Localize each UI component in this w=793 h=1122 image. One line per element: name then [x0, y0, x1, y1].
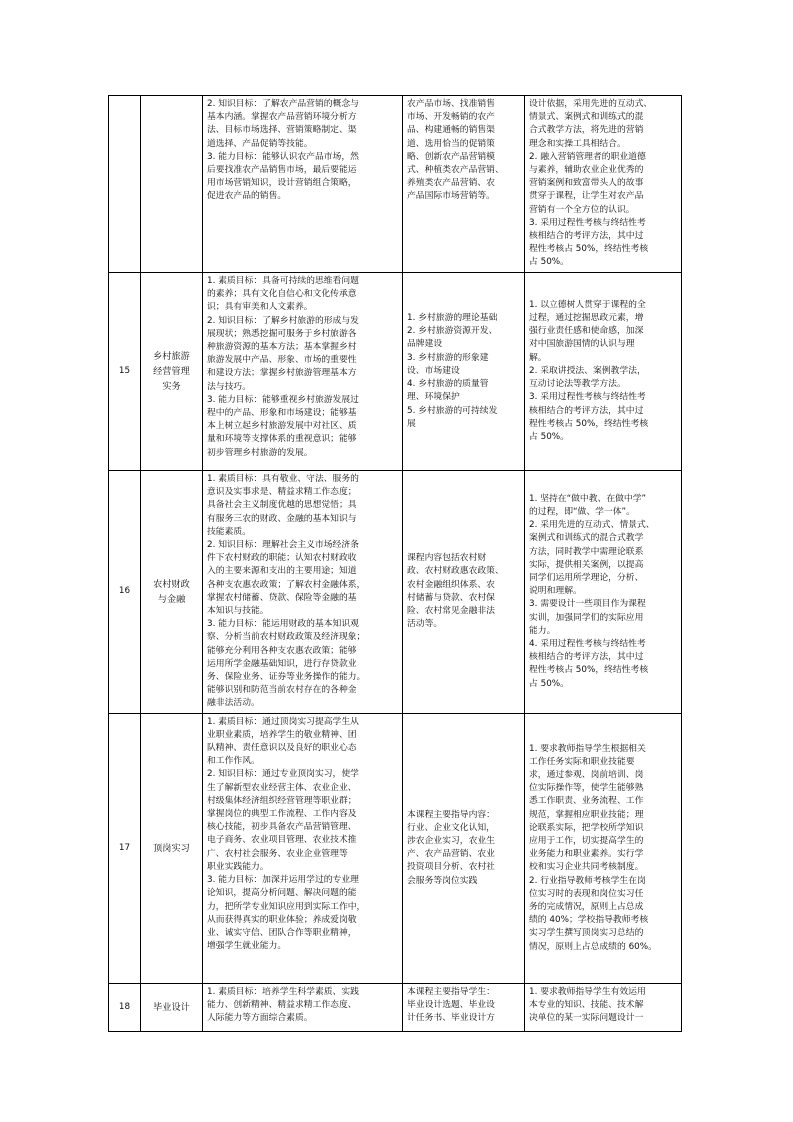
text-line: 和工作作风。 [207, 756, 260, 767]
text-line: 力，把所学专业知识应用到实际工作中， [207, 901, 366, 912]
text-line: 增强学生就业能力。 [207, 941, 287, 952]
text-line: 贯穿于课程，让学生对农产品 [529, 191, 644, 202]
text-line: 从而获得真实的职业体验；养成爱岗敬 [207, 914, 357, 925]
text-line: 悉工作职责、业务流程、工作 [529, 796, 644, 807]
text-line: 毕业设计 [153, 1001, 190, 1013]
text-line: 3. 能力目标：加深并运用学过的专业理 [207, 875, 359, 886]
text-line: 2. 乡村旅游资源开发、 [407, 326, 498, 337]
text-line: 实务 [162, 381, 181, 392]
course-name [141, 96, 203, 273]
text-line: 能够识别和防范当前农村存在的各种金 [207, 685, 357, 696]
text-line: 2. 知识目标：通过专业顶岗实习，使学 [207, 769, 359, 780]
text-line: 2. 知识目标：了解乡村旅游的形成与发 [207, 315, 359, 326]
text-line: 旅游发展中产品、形象、市场的重要性 [207, 355, 357, 366]
text-line: 2. 融入营销管理者的职业道德 [529, 151, 646, 162]
text-line: 本上树立起乡村旅游发展中对社区、质 [207, 421, 357, 432]
text-line: 件下农村财政的职能；认知农村财政收 [207, 553, 357, 564]
text-line: 实训，加强同学们的实际应用 [529, 612, 644, 623]
text-line: 产、农产品营销、农业 [407, 849, 495, 860]
text-line: 运用所学金融基础知识，进行存贷款业 [207, 658, 357, 669]
text-line: 投资项目分析、农村社 [407, 862, 495, 873]
text-line: 乡村旅游 [153, 351, 190, 362]
course-number: 17 [109, 713, 141, 983]
text-line: 本知识与技能。 [207, 606, 269, 617]
text-line: 理、环境保护 [407, 392, 460, 403]
course-number [109, 96, 141, 273]
course-content [403, 713, 525, 983]
text-line: 占 50%。 [529, 678, 569, 689]
text-line: 2. 行业指导教师考核学生在岗 [529, 875, 646, 886]
text-line: 能够充分利用各种支农惠农政策；能够 [207, 645, 357, 656]
text-line: 实际，提供相关案例，以提高 [529, 559, 644, 570]
text-line: 绩的 40%；学校指导教师考核 [529, 915, 649, 926]
text-line: 融非法活动。 [207, 698, 260, 709]
text-line: 掌握岗位的典型工作流程、工作内容及 [207, 809, 357, 820]
text-line: 校和实习企业共同考核制度。 [529, 862, 644, 873]
text-line: 能力。 [529, 625, 556, 636]
text-line: 3. 能力目标：能够重视乡村旅游发展过 [207, 394, 359, 405]
text-line: 初步管理乡村旅游的发展。 [207, 447, 313, 458]
text-line: 合式教学方法，将先进的营销 [529, 125, 644, 136]
text-line: 涉农企业实习，农业生 [407, 835, 495, 846]
text-line: 的过程，即“做、学一体”。 [529, 507, 635, 517]
text-line: 法、目标市场选择、营销策略制定、渠 [207, 125, 357, 136]
text-line: 求，通过参观、岗前培训、岗 [529, 769, 644, 780]
text-line: 2. 知识目标：理解社会主义市场经济条 [207, 540, 359, 551]
text-line: 说明和理解。 [529, 586, 582, 597]
text-line: 3. 乡村旅游的形象建 [407, 352, 489, 363]
text-line: 本课程主要指导学生： [407, 986, 495, 997]
text-line: 掌握农村储蓄、贷款、保险等金融的基 [207, 592, 357, 603]
text-line: 本专业的知识、技能、技术解 [529, 999, 644, 1010]
text-line: 核相结合的考评方法，其中过 [529, 405, 644, 416]
text-line: 村级集体经济组织经营管理等职业群； [207, 795, 357, 806]
text-line: 品、构建通畅的销售渠 [407, 125, 495, 136]
text-line: 程性考核占 50%，终结性考核 [529, 244, 649, 255]
text-line: 1. 以立德树人贯穿于课程的全 [529, 299, 646, 310]
text-line: 1. 素质目标：具有敬业、守法、服务的 [207, 474, 359, 484]
course-goals [203, 471, 403, 714]
text-line: 规范，掌握相应职业技能；理 [529, 809, 644, 820]
text-line: 与素养，辅助农业企业优秀的 [529, 165, 644, 176]
text-line: 1. 坚持在“做中教、在做中学” [529, 493, 647, 504]
course-table-body [109, 96, 682, 1032]
text-line: 对中国旅游国情的认识与理 [529, 339, 635, 350]
text-line: 核心技能，初步具备农产品营销管理、 [207, 822, 357, 833]
text-line: 入的主要来源和支出的主要用途；知道 [207, 566, 357, 577]
text-line: 1. 乡村旅游的理论基础 [407, 313, 498, 324]
text-line: 设计依据，采用先进的互动式、 [529, 99, 653, 109]
table-row [109, 471, 682, 714]
course-goals [203, 983, 403, 1031]
text-line: 各种支农惠农政策；了解农村金融体系， [207, 579, 366, 590]
text-line: 产品国际市场营销等。 [407, 191, 495, 202]
text-line: 营销有一个全方位的认识。 [529, 204, 635, 215]
text-line: 论知识，提高分析问题、解决问题的能 [207, 888, 357, 899]
text-line: 实习学生撰写顶岗实习总结的 [529, 928, 644, 939]
text-line: 1. 要求教师指导学生有效运用 [529, 986, 646, 997]
text-line: 的素养；具有文化自信心和文化传承意 [207, 289, 357, 300]
text-line: 过程，通过挖掘思政元素，增 [529, 313, 644, 324]
text-line: 5. 乡村旅游的可持续发 [407, 405, 498, 416]
text-line: 决单位的某一实际问题设计一 [529, 1013, 644, 1024]
text-line: 量和环境等支撑体系的重视意识；能够 [207, 434, 357, 445]
text-line: 设、市场建设 [407, 365, 460, 376]
text-line: 有服务三农的财政、金融的基本知识与 [207, 513, 357, 524]
course-table [108, 95, 682, 1032]
text-line: 强行业责任感和使命感，加深 [529, 326, 644, 337]
text-line: 略、创新农产品营销模 [407, 151, 495, 162]
text-line: 同学们运用所学理论，分析、 [529, 573, 644, 584]
text-line: 农产品市场、找准销售 [407, 99, 495, 109]
text-line: 1. 要求教师指导学生根据相关 [529, 743, 646, 754]
text-line: 程性考核占 50%，终结性考核 [529, 665, 649, 676]
text-line: 案例式和训练式的混合式教学 [529, 533, 644, 544]
text-line: 能力、创新精神、精益求精工作态度、 [207, 999, 357, 1010]
text-line: 生了解新型农业经营主体、农业企业、 [207, 782, 357, 793]
text-line: 3. 能力目标：能运用财政的基本知识观 [207, 619, 359, 630]
teaching-requirements [525, 471, 682, 714]
text-line: 课程内容包括农村财 [407, 553, 487, 564]
text-line: 3. 需要设计一些项目作为课程 [529, 599, 646, 610]
course-content [403, 983, 525, 1031]
text-line: 位实习时的表现和岗位实习任 [529, 888, 644, 899]
text-line: 核相结合的考评方法，其中过 [529, 231, 644, 242]
text-line: 务的完成情况，原则上占总成 [529, 901, 644, 912]
text-line: 人际能力等方面综合素质。 [207, 1013, 313, 1024]
text-line: 与金融 [157, 593, 186, 605]
text-line: 业务能力和职业素养。实行学 [529, 849, 644, 860]
text-line: 1. 素质目标：具备可持续的思维看问题 [207, 276, 359, 286]
text-line: 3. 采用过程性考核与终结性考 [529, 217, 646, 228]
course-content [403, 471, 525, 714]
text-line: 用市场营销知识，设计营销组合策略， [207, 178, 357, 189]
text-line: 方法，同时教学中需理论联系 [529, 546, 644, 557]
teaching-requirements [525, 713, 682, 983]
text-line: 占 50%。 [529, 431, 569, 442]
table-row [109, 983, 682, 1031]
text-line: 占 50%。 [529, 257, 569, 268]
text-line: 后要找准农产品销售市场，最后要能运 [207, 165, 357, 176]
course-name [141, 713, 203, 983]
text-line: 1. 素质目标：培养学生科学素质、实践 [207, 986, 359, 997]
text-line: 村储蓄与贷款、农村保 [407, 592, 495, 603]
text-line: 4. 乡村旅游的质量管 [407, 379, 489, 390]
text-line: 计任务书、毕业设计方 [407, 1013, 495, 1024]
text-line: 政、农村财政惠农政策、 [407, 566, 504, 577]
text-line: 程中的产品、形象和市场建设；能够基 [207, 408, 357, 419]
course-number: 16 [109, 471, 141, 714]
text-line: 道选择、产品促销等技能。 [207, 138, 313, 149]
text-line: 市场、开发畅销的农产 [407, 112, 495, 123]
text-line: 3. 能力目标：能够认识农产品市场，然 [207, 151, 359, 162]
text-line: 3. 采用过程性考核与终结性考 [529, 392, 646, 403]
text-line: 业职业素质，培养学生的敬业精神、团 [207, 729, 357, 740]
text-line: 险、农村常见金融非法 [407, 606, 495, 617]
text-line: 营销案例和致富带头人的故事 [529, 178, 644, 189]
text-line: 道、选用恰当的促销策 [407, 138, 495, 149]
text-line: 种旅游资源的基本方法；基本掌握乡村 [207, 342, 357, 353]
text-line: 品牌建设 [407, 339, 443, 350]
text-line: 展现状；熟悉挖掘可服务于乡村旅游各 [207, 328, 357, 339]
text-line: 农村金融组织体系、农 [407, 579, 495, 590]
text-line: 经营管理 [153, 366, 190, 377]
text-line: 具备社会主义制度优越的思想觉悟；具 [207, 500, 357, 511]
text-line: 法与技巧。 [207, 381, 251, 392]
text-line: 会服务等岗位实践 [407, 875, 478, 886]
text-line: 毕业设计选题、毕业设 [407, 999, 495, 1010]
text-line: 顶岗实习 [153, 842, 190, 854]
text-line: 位实际操作等，使学生能够熟 [529, 783, 644, 794]
text-line: 式、种植类农产品营销、 [407, 165, 504, 176]
text-line: 2. 采用先进的互动式、情景式、 [529, 520, 655, 531]
text-line: 队精神、责任意识以及良好的职业心态 [207, 743, 357, 754]
teaching-requirements [525, 273, 682, 471]
course-number: 15 [109, 273, 141, 471]
text-line: 理念和实操工具相结合。 [529, 138, 626, 149]
text-line: 工作任务实际和职业技能要 [529, 756, 635, 767]
course-content [403, 273, 525, 471]
text-line: 察、分析当前农村财政政策及经济现象； [207, 632, 366, 643]
text-line: 广、农村社会服务、农业企业管理等 [207, 848, 348, 859]
text-line: 识；具有审美和人文素养。 [207, 302, 313, 313]
course-number: 18 [109, 983, 141, 1031]
teaching-requirements [525, 96, 682, 273]
table-row [109, 96, 682, 273]
course-name [141, 273, 203, 471]
text-line: 本课程主要指导内容： [407, 809, 495, 820]
course-goals [203, 96, 403, 273]
text-line: 情况，原则上占总成绩的 60%。 [529, 941, 657, 952]
text-line: 基本内涵。掌握农产品营销环境分析方 [207, 112, 357, 123]
text-line: 2. 知识目标：了解农产品营销的概念与 [207, 99, 359, 109]
text-line: 4. 采用过程性考核与终结性考 [529, 639, 646, 650]
table-row [109, 273, 682, 471]
course-content [403, 96, 525, 273]
text-line: 活动等。 [407, 619, 443, 630]
text-line: 核相结合的考评方法，其中过 [529, 652, 644, 663]
course-name [141, 471, 203, 714]
text-line: 促进农产品的销售。 [207, 191, 287, 202]
text-line: 程性考核占 50%，终结性考核 [529, 418, 649, 429]
text-line: 技能素质。 [207, 526, 251, 537]
course-goals [203, 713, 403, 983]
text-line: 展 [407, 418, 416, 429]
course-goals [203, 273, 403, 471]
teaching-requirements [525, 983, 682, 1031]
text-line: 论联系实际，把学校所学知识 [529, 822, 644, 833]
text-line: 业、诚实守信、团队合作等职业精神， [207, 927, 357, 938]
text-line: 情景式、案例式和训练式的混 [529, 112, 644, 123]
text-line: 2. 采取讲授法、案例教学法， [529, 365, 646, 376]
text-line: 养殖类农产品营销、农 [407, 178, 495, 189]
table-row [109, 713, 682, 983]
course-name [141, 983, 203, 1031]
text-line: 农村财政 [153, 578, 190, 590]
text-line: 职业实践能力。 [207, 861, 269, 872]
text-line: 互动讨论法等教学方法。 [529, 379, 626, 390]
text-line: 应用于工作，切实提高学生的 [529, 835, 644, 846]
text-line: 1. 素质目标：通过顶岗实习提高学生从 [207, 716, 359, 727]
text-line: 意识及实事求是、精益求精工作态度； [207, 487, 357, 498]
text-line: 务、保险业务、证券等业务操作的能力。 [207, 672, 366, 683]
text-line: 解。 [529, 352, 547, 363]
text-line: 电子商务、农业项目管理、农业技术推 [207, 835, 357, 846]
course-table-page [108, 95, 681, 1032]
text-line: 和建设方法；掌握乡村旅游管理基本方 [207, 368, 357, 379]
text-line: 行业、企业文化认知， [407, 822, 495, 833]
